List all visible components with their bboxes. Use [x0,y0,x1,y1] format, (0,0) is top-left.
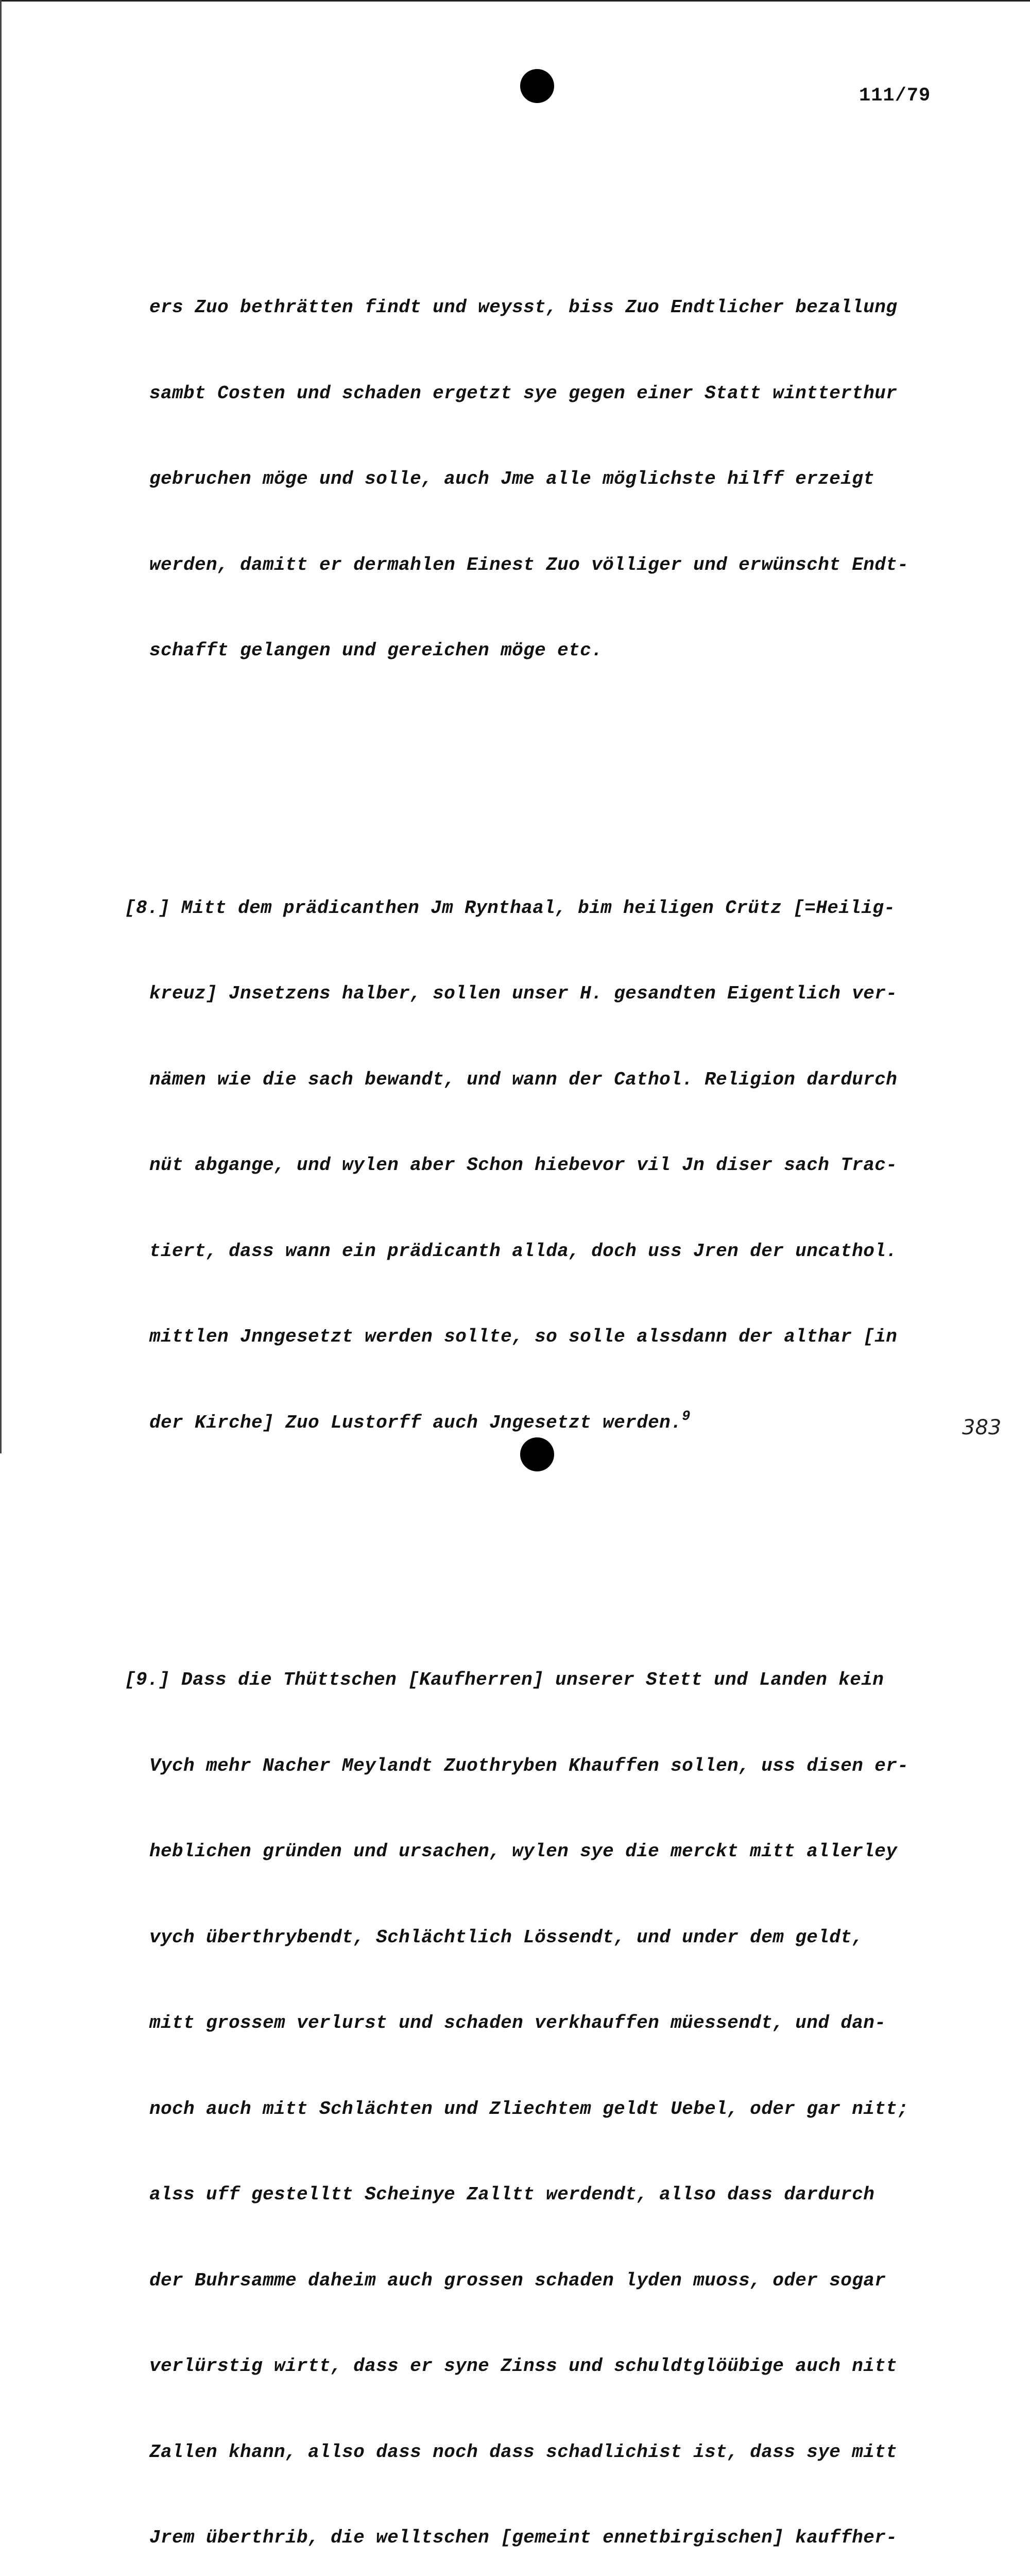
text-line: mittlen Jnngesetzt werden sollte, so solle alssdann der althar [in [149,1326,898,1347]
text-line: ers Zuo bethrätten findt und weysst, biss Zuo Endtlicher bezallung [149,297,898,318]
text-line: der Buhrsamme daheim auch grossen schaden lyden muoss, oder sogar [149,2269,886,2291]
text-line: noch auch mitt Schlächten und Zliechtem geldt Uebel, oder gar nitt; [149,2098,909,2120]
text-line: gebruchen möge und solle, auch Jme alle möglichste hilff erzeigt [149,468,875,489]
text-line: nüt abgange, und wylen aber Schon hiebevor vil Jn diser sach Trac- [149,1155,898,1176]
text-line: kreuz] Jnsetzens halber, sollen unser H. gesandten Eigentlich ver- [149,983,898,1004]
footnote-ref: 9 [682,1409,691,1425]
text-line: vych überthrybendt, Schlächtlich Lössendt, und under dem geldt, [149,1926,864,1948]
text-line: werden, damitt er dermahlen Einest Zuo völliger und erwünscht Endt- [149,554,909,575]
text-line: verlürstig wirtt, dass er syne Zinss und schuldtglöübige auch nitt [149,2355,898,2377]
text-line: sambt Costen und schaden ergetzt sye gegen einer Statt wintterthur [149,382,898,404]
scan-border-top [0,0,1030,2]
text-line: Dass die Thüttschen [Kaufherren] unserer Stett und Landen kein [170,1669,884,1690]
text-line: mitt grossem verlurst und schaden verkhauffen müessendt, und dan- [149,2012,886,2033]
paragraph-number: [9.] [125,1669,170,1690]
page-number: 111/79 [859,85,931,107]
continuation-paragraph [149,236,953,722]
text-line: tiert, dass wann ein prädicanth allda, doch uss Jren der uncathol. [149,1240,898,1262]
archive-folio-mark: 383 [962,1416,1002,1439]
text-line: alss uff gestelltt Scheinye Zalltt werdendt, allso dass dardurch [149,2184,875,2205]
paragraph-number: [8.] [125,897,170,919]
text-line: Jrem überthrib, die welltschen [gemeint ennetbirgischen] kauffher- [149,2527,898,2548]
text-line: nämen wie die sach bewandt, und wann der Cathol. Religion dardurch [149,1069,898,1090]
text-line: Zallen khann, allso dass noch dass schadlichist ist, dass sye mitt [149,2441,898,2463]
paragraph-8 [125,837,953,1495]
text-line: Vych mehr Nacher Meylandt Zuothryben Khauffen sollen, uss disen er- [149,1755,909,1776]
text-line: heblichen gründen und ursachen, wylen sye die merckt mitt allerley [149,1841,898,1862]
text-line: Mitt dem prädicanthen Jm Rynthaal, bim heiligen Crütz [=Heilig- [170,897,896,919]
scan-border-left [0,0,2,1453]
document-body [125,122,953,2576]
paragraph-9 [125,1608,953,2576]
text-line: der Kirche] Zuo Lustorff auch Jngesetzt werden. [149,1412,682,1433]
text-line: schafft gelangen und gereichen möge etc. [149,640,603,661]
punch-hole-top [520,69,554,103]
